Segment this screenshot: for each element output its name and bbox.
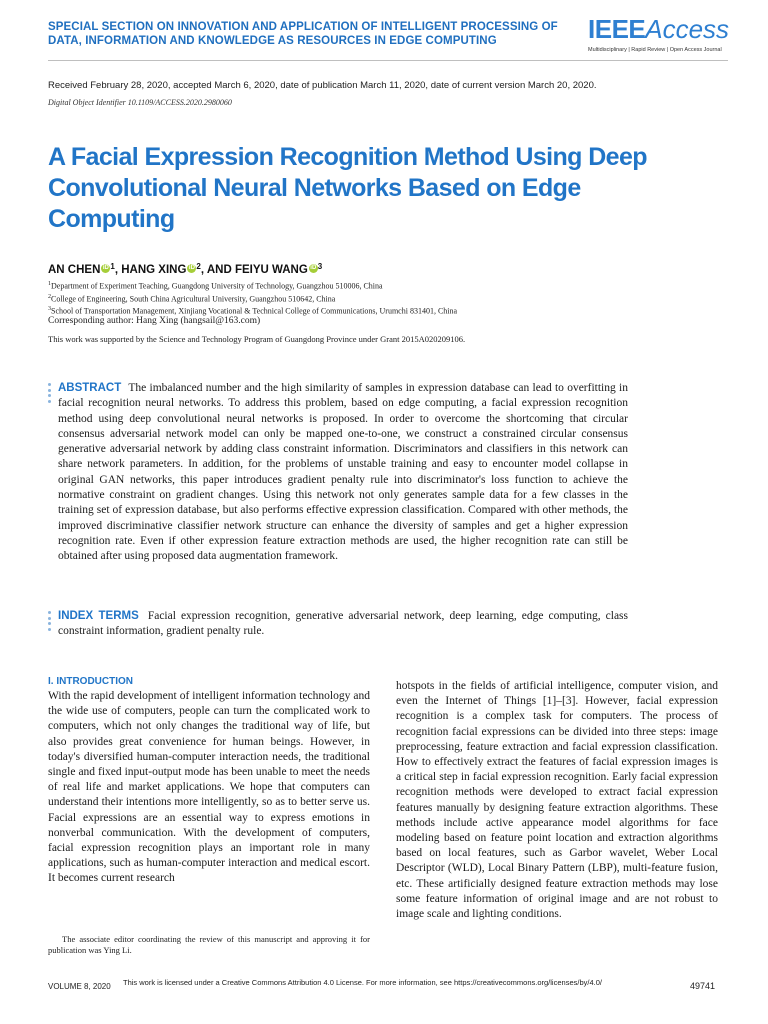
intro-paragraph-continued: hotspots in the fields of artificial intelligence, computer vision, and even the Internet of Things [1]–[3]. However, facial expression recognition is a complex task for computers. The process of recognition facial expressions can be divided into three steps: image preprocessing, feature extraction and facial expression classification. How to effectively extract the features of facial expression images is a critical step in facial expression recognition. Early facial expression recognition methods were developed to extract facial expression features manually by designing feature extraction algorithms. These methods include active appearance model algorithms for face modeling based on feature point location and extraction algorithms based on local features, such as Garbor wavelet, Weber Local Descriptor (WLD), Local Binary Pattern (LBP), multi-feature fusion, etc. These artificially designed feature extraction methods may lose some feature information of original image and are not robust to image scale and lighting conditions. xyxy=(396,680,718,921)
license-note: This work is licensed under a Creative Commons Attribution 4.0 License. For more information, see https://creativecommons.org/licenses/by/4.0/ xyxy=(123,978,602,987)
orcid-icon[interactable]: iD xyxy=(310,265,317,271)
volume-label: VOLUME 8, 2020 xyxy=(48,982,111,991)
index-terms-marker-icon xyxy=(48,611,52,633)
logo-ieee: IEEE xyxy=(588,14,646,44)
received-dates: Received February 28, 2020, accepted March 6, 2020, date of publication March 11, 2020, date of current version March 20, 2020. xyxy=(48,80,597,91)
author-affil-sup: 2 xyxy=(196,262,201,271)
corresponding-author: Corresponding author: Hang Xing (hangsail@163.com) xyxy=(48,316,261,326)
abstract-text: The imbalanced number and the high similarity of samples in expression database can lead to overfitting in facial recognition neural networks. To address this problem, based on edge computing, a facial expression recognition method using deep convolutional neural networks is proposed. In order to overcome the shortcoming that circular consensus adversarial network model can only be mapped one-to-one, we construct a constrained circular consensus generative adversarial network by adding class constraint information. Discriminators and classifiers in this network can share network parameters. In addition, for the problems of unstable training and easy to encounter model collapse in original GAN networks, this paper introduces gradient penalty rule into discriminator's loss function to achieve the normative constraint on gradient changes. Using this network not only generates sample data for a few classes in the training set of expression database, but also performs effective expression classification. Compared with other methods, the improved discriminative classifier network structure can enhance the diversity of samples and get a higher expression recognition rate. Even if other expression feature extraction methods are used, the higher recognition rate can still be obtained after using proposed data augmentation framework. xyxy=(58,382,628,563)
abstract-label: ABSTRACT xyxy=(58,382,122,394)
author-list: AN CHEN iD $^1$, HANG XING iD $^2$, AND FEIYU WANG iD $^3$ xyxy=(48,262,323,276)
orcid-icon[interactable]: iD xyxy=(102,265,109,271)
abstract xyxy=(58,381,628,565)
affiliations xyxy=(48,279,457,317)
author-name: HANG XING xyxy=(121,264,187,276)
special-section-header: SPECIAL SECTION ON INNOVATION AND APPLICATION OF INTELLIGENT PROCESSING OF DATA, INFORMATION AND KNOWLEDGE AS RESOURCES IN EDGE COMPUTING xyxy=(48,21,558,47)
orcid-icon[interactable]: iD xyxy=(188,265,195,271)
logo-tagline: Multidisciplinary | Rapid Review | Open Access Journal xyxy=(588,47,722,53)
index-terms-text: Facial expression recognition, generative adversarial network, deep learning, edge computing, class constraint information, gradient penalty rule. xyxy=(58,610,629,638)
doi: Digital Object Identifier 10.1109/ACCESS.2020.2980060 xyxy=(48,98,232,107)
logo-access: Access xyxy=(645,14,730,44)
author-affil-sup: 1 xyxy=(110,262,115,271)
page-number: 49741 xyxy=(690,981,716,991)
index-terms xyxy=(58,609,628,640)
abstract-marker-icon xyxy=(48,383,52,405)
journal-logo xyxy=(588,14,728,53)
author-name: AN CHEN xyxy=(48,264,101,276)
affiliation-item: $^1$Department of Experiment Teaching, Guangdong University of Technology, Guangzhou 510006, China xyxy=(48,281,383,291)
author-affil-sup: 3 xyxy=(317,262,323,271)
header-divider xyxy=(48,60,728,61)
intro-paragraph: With the rapid development of intelligent information technology and the wide use of computers, people can turn the complicated work to computers, which not only changes the traditional way of life, but also provides great convenience for human beings. However, in today's diversified human-computer interaction needs, the traditional single and fixed input-output mode has been unable to meet the needs of real life and market applications. We hope that computers can understand their intentions more intelligently, so as to better serve us. Facial expressions are an essential way to express emotions in nonverbal communication. With the development of computers, facial expression recognition plays an important role in many applications, such as human-computer interaction and medical escort. It becomes current research xyxy=(48,690,370,885)
body-column-left xyxy=(48,676,370,887)
funding-note: This work was supported by the Science and Technology Program of Guangdong Province under Grant 2015A020209106. xyxy=(48,334,466,344)
editor-footnote: The associate editor coordinating the review of this manuscript and approving it for publication was Ying Li. xyxy=(48,934,370,955)
body-column-right xyxy=(396,679,718,922)
section-heading: I. INTRODUCTION xyxy=(48,676,133,687)
index-terms-label: INDEX TERMS xyxy=(58,610,139,622)
affiliation-item: $^2$College of Engineering, South China Agricultural University, Guangzhou 510642, China xyxy=(48,293,336,304)
author-name: AND FEIYU WANG xyxy=(206,264,308,276)
affiliation-item: $^3$School of Transportation Management, Xinjiang Vocational & Technical College of Communications, Urumchi 831401, China xyxy=(48,306,458,316)
paper-title: A Facial Expression Recognition Method Using Deep Convolutional Neural Networks Based on Edge Computing xyxy=(48,143,647,233)
